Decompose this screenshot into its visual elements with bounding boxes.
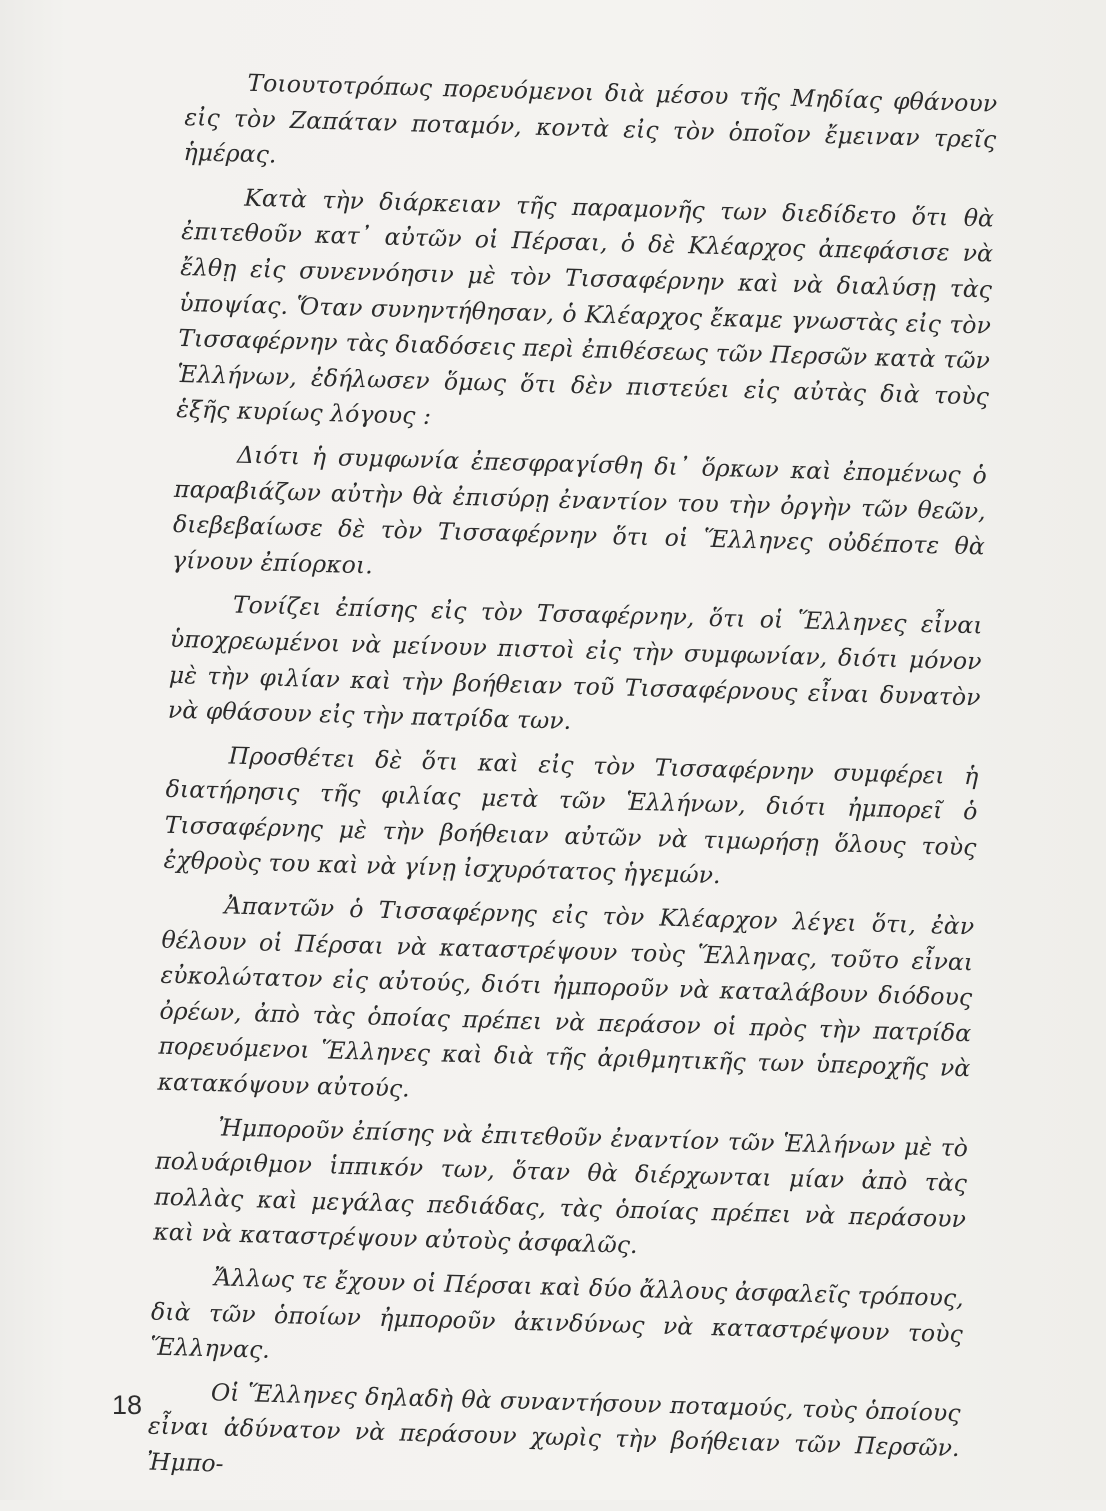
body-text xyxy=(146,64,997,1511)
paragraph-8: Ἄλλως τε ἔχουν οἱ Πέρσαι καὶ δύο ἄλλους ἀσφαλεῖς τρόπους, διὰ τῶν ὁποίων ἠμποροῦν ἀκινδύνως νὰ καταστρέψουν τοὺς Ἕλληνας. xyxy=(149,1263,965,1365)
paragraph-2: Κατὰ τὴν διάρκειαν τῆς παραμονῆς των διεδίδετο ὅτι θὰ ἐπιτεθοῦν κατ᾽ αὐτῶν οἱ Πέρσαι, ὁ δὲ Κλέαρχος ἀπεφάσισε νὰ ἔλθῃ εἰς συνεννόησιν μὲ τὸν Τισσαφέρνην καὶ νὰ διαλύσῃ τὰς ὑποψίας. Ὅταν συνηντήθησαν, ὁ Κλέαρχος ἔκαμε γνωστὰς εἰς τὸν Τισσαφέρνην τὰς διαδόσεις περὶ ἐπιθέσεως τῶν Περσῶν κατὰ τῶν Ἑλλήνων, ἐδήλωσεν ὅμως ὅτι δὲν πιστεύει εἰς αὐτὰς διὰ τοὺς ἑξῆς κυρίως λόγους : xyxy=(175,183,995,431)
paragraph-5: Προσθέτει δὲ ὅτι καὶ εἰς τὸν Τισσαφέρνην συμφέρει ἡ διατήρησις τῆς φιλίας μετὰ τῶν Ἑλλήνων, διότι ἠμπορεῖ ὁ Τισσαφέρνης μὲ τὴν βοήθειαν αὐτῶν νὰ τιμωρήσῃ ὅλους τοὺς ἐχθροὺς του καὶ νὰ γίνῃ ἰσχυρότατος ἡγεμών. xyxy=(163,741,979,890)
page-number: 18 xyxy=(112,1390,143,1420)
paragraph-3: Διότι ἡ συμφωνία ἐπεσφραγίσθη δι᾽ ὅρκων καὶ ἐπομένως ὁ παραβιάζων αὐτὴν θὰ ἐπισύρῃ ἐναντίον του τὴν ὀργὴν τῶν θεῶν, διεβεβαίωσε δὲ τὸν Τισσαφέρνην ὅτι οἱ Ἕλληνες οὐδέποτε θὰ γίνουν ἐπίορκοι. xyxy=(171,440,988,580)
paragraph-4: Τονίζει ἐπίσης εἰς τὸν Τσσαφέρνην, ὅτι οἱ Ἕλληνες εἶναι ὑποχρεωμένοι νὰ μείνουν πιστοὶ εἰς τὴν συμφωνίαν, διότι μόνον μὲ τὴν φιλίαν καὶ τὴν βοήθειαν τοῦ Τισσαφέρνους εἶναι δυνατὸν νὰ φθάσουν εἰς τὴν πατρίδα των. xyxy=(167,590,984,736)
paragraph-1: Τοιουτοτρόπως πορευόμενοι διὰ μέσου τῆς Μηδίας φθάνουν εἰς τὸν Ζαπάταν ποταμόν, κοντὰ εἰς τὸν ὁποῖον ἔμειναν τρεῖς ἡμέρας. xyxy=(183,68,998,169)
paragraph-6: Ἀπαντῶν ὁ Τισσαφέρνης εἰς τὸν Κλέαρχον λέγει ὅτι, ἐὰν θέλουν οἱ Πέρσαι νὰ καταστρέψουν τοὺς Ἕλληνας, τοῦτο εἶναι εὐκολώτατον εἰς αὐτούς, διότι ἠμποροῦν νὰ καταλάβουν διόδους ὀρέων, ἀπὸ τὰς ὁποίας πρέπει νὰ περάσον οἱ πρὸς τὴν πατρίδα πορευόμενοι Ἕλληνες καὶ διὰ τῆς ἀριθμητικῆς των ὑπεροχῆς νὰ κατακόψουν αὐτούς. xyxy=(157,891,975,1103)
paragraph-7: Ἠμποροῦν ἐπίσης νὰ ἐπιτεθοῦν ἐναντίον τῶν Ἑλλήνων μὲ τὸ πολυάριθμον ἱππικόν των, ὅταν θὰ διέρχωνται μίαν ἀπὸ τὰς πολλὰς καὶ μεγάλας πεδιάδας, τὰς ὁποίας πρέπει νὰ περάσουν καὶ νὰ καταστρέψουν αὐτοὺς ἀσφαλῶς. xyxy=(152,1112,969,1260)
paragraph-9: Οἱ Ἕλληνες δηλαδὴ θὰ συναντήσουν ποταμούς, τοὺς ὁποίους εἶναι ἀδύνατον νὰ περάσουν χωρὶς τὴν βοήθειαν τῶν Περσῶν. Ἠμπο- xyxy=(146,1378,962,1478)
